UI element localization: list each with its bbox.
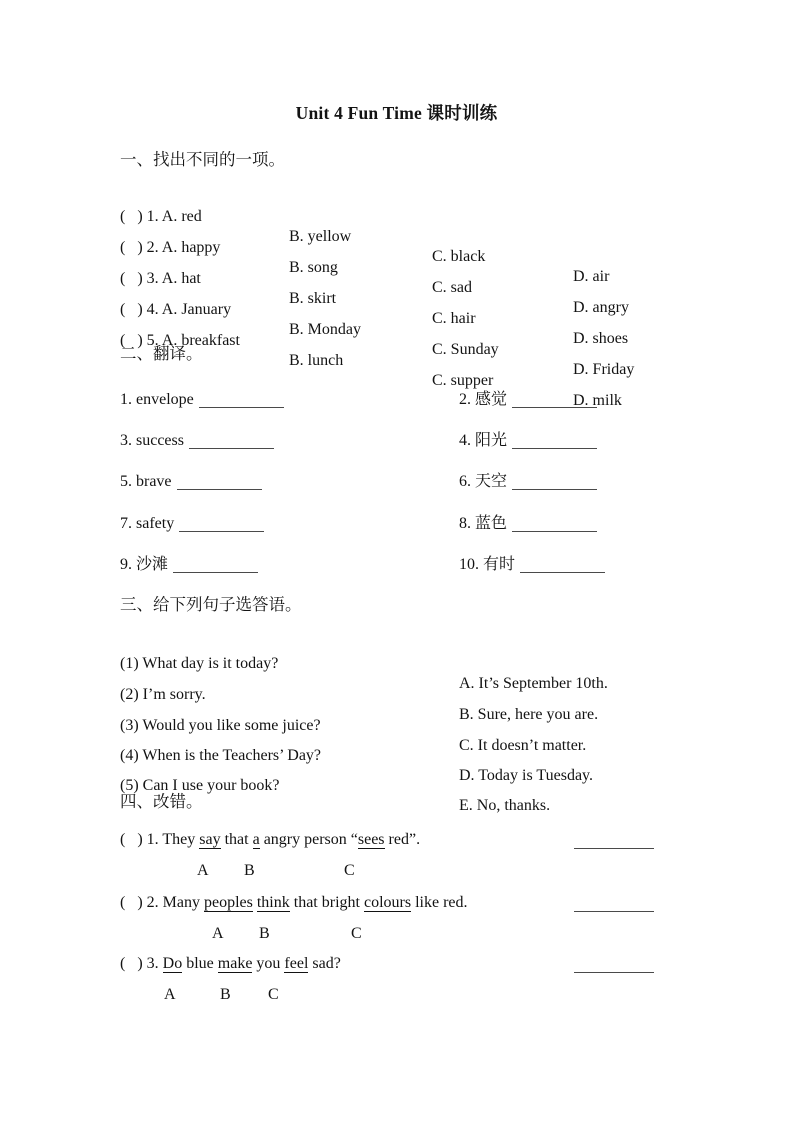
sentence-text: ( ) 3. bbox=[120, 955, 163, 972]
translate-item bbox=[459, 390, 597, 410]
letter-c: C bbox=[268, 986, 279, 1003]
match-answer: B. Sure, here you are. bbox=[459, 706, 599, 723]
answer-blank bbox=[512, 434, 597, 449]
sentence-text: like red. bbox=[411, 894, 468, 911]
translate-label: 7. safety bbox=[120, 515, 175, 532]
choice-d: D. Friday bbox=[573, 361, 635, 378]
match-question: (4) When is the Teachers’ Day? bbox=[120, 747, 322, 764]
translate-label: 3. success bbox=[120, 432, 184, 449]
letter-a: A bbox=[164, 986, 176, 1003]
section4-heading: 四、改错。 bbox=[120, 792, 203, 811]
answer-blank bbox=[173, 558, 258, 573]
answer-blank bbox=[512, 393, 597, 408]
underlined-word: a bbox=[252, 831, 260, 848]
translate-label: 9. 沙滩 bbox=[120, 556, 169, 573]
section1-heading: 一、找出不同的一项。 bbox=[120, 150, 285, 169]
underlined-word: think bbox=[256, 894, 290, 911]
translate-item bbox=[120, 472, 262, 492]
match-answer: C. It doesn’t matter. bbox=[459, 737, 587, 754]
choice-c: C. supper bbox=[432, 372, 494, 389]
underlined-word: peoples bbox=[203, 894, 253, 911]
match-question: (2) I’m sorry. bbox=[120, 686, 206, 703]
underlined-word: feel bbox=[284, 955, 309, 972]
choice-c: C. black bbox=[432, 248, 486, 265]
answer-blank bbox=[574, 831, 654, 849]
translate-label: 6. 天空 bbox=[459, 473, 508, 490]
sentence-text: that bbox=[220, 831, 253, 848]
answer-blank bbox=[177, 475, 262, 490]
sentence-text: blue bbox=[182, 955, 218, 972]
underlined-word: Do bbox=[162, 955, 183, 972]
answer-blank bbox=[520, 558, 605, 573]
letter-c: C bbox=[344, 862, 355, 879]
answer-blank bbox=[512, 517, 597, 532]
sentence-text: angry person “ bbox=[259, 831, 358, 848]
sentence-text: ( ) 1. They bbox=[120, 831, 200, 848]
section2-heading: 二、翻译。 bbox=[120, 344, 203, 363]
correction-sentence bbox=[120, 954, 341, 974]
translate-item bbox=[459, 514, 597, 534]
letter-c: C bbox=[351, 925, 362, 942]
choice-a: ( ) 5. A. breakfast bbox=[120, 332, 240, 349]
answer-blank bbox=[574, 955, 654, 973]
underlined-word: sees bbox=[357, 831, 385, 848]
section3-heading: 三、给下列句子选答语。 bbox=[120, 595, 302, 614]
sentence-text: that bright bbox=[289, 894, 364, 911]
answer-blank bbox=[574, 894, 654, 912]
match-answer: A. It’s September 10th. bbox=[459, 675, 608, 692]
underlined-word: say bbox=[199, 831, 221, 848]
translate-item bbox=[459, 431, 597, 451]
correction-sentence bbox=[120, 830, 420, 850]
choice-c: C. hair bbox=[432, 310, 476, 327]
choice-d: D. milk bbox=[573, 392, 622, 409]
choice-c: C. Sunday bbox=[432, 341, 499, 358]
choice-a: ( ) 3. A. hat bbox=[120, 270, 201, 287]
choice-b: B. skirt bbox=[289, 290, 337, 307]
letter-b: B bbox=[244, 862, 255, 879]
choice-a: ( ) 1. A. red bbox=[120, 208, 202, 225]
translate-item bbox=[120, 390, 284, 410]
letter-b: B bbox=[259, 925, 270, 942]
translate-item bbox=[459, 472, 597, 492]
correction-letters bbox=[0, 985, 793, 1005]
answer-blank bbox=[189, 434, 274, 449]
letter-a: A bbox=[212, 925, 224, 942]
translate-label: 1. envelope bbox=[120, 391, 194, 408]
choice-b: B. lunch bbox=[289, 352, 344, 369]
translate-item bbox=[120, 555, 258, 575]
choice-c: C. sad bbox=[432, 279, 472, 296]
underlined-word: colours bbox=[363, 894, 412, 911]
sentence-text: ( ) 2. Many bbox=[120, 894, 204, 911]
choice-d: D. air bbox=[573, 268, 610, 285]
translate-label: 5. brave bbox=[120, 473, 172, 490]
choice-b: B. song bbox=[289, 259, 338, 276]
translate-label: 2. 感觉 bbox=[459, 391, 508, 408]
translate-item bbox=[120, 431, 274, 451]
choice-b: B. Monday bbox=[289, 321, 361, 338]
choice-a: ( ) 4. A. January bbox=[120, 301, 232, 318]
match-answer: D. Today is Tuesday. bbox=[459, 767, 594, 784]
sentence-text: you bbox=[252, 955, 285, 972]
choice-b: B. yellow bbox=[289, 228, 352, 245]
choice-d: D. angry bbox=[573, 299, 629, 316]
match-question: (1) What day is it today? bbox=[120, 655, 279, 672]
choice-row bbox=[120, 311, 793, 431]
translate-label: 4. 阳光 bbox=[459, 432, 508, 449]
match-row bbox=[120, 756, 793, 836]
page-title: Unit 4 Fun Time 课时训练 bbox=[295, 103, 498, 123]
match-question: (3) Would you like some juice? bbox=[120, 717, 321, 734]
translate-item bbox=[120, 514, 264, 534]
translate-label: 10. 有时 bbox=[459, 556, 516, 573]
answer-blank bbox=[512, 475, 597, 490]
choice-a: ( ) 2. A. happy bbox=[120, 239, 221, 256]
correction-sentence bbox=[120, 893, 468, 913]
correction-letters bbox=[0, 924, 793, 944]
answer-blank bbox=[199, 393, 284, 408]
match-question: (5) Can I use your book? bbox=[120, 777, 280, 794]
correction-letters bbox=[0, 861, 793, 881]
letter-b: B bbox=[220, 986, 231, 1003]
translate-item bbox=[459, 555, 605, 575]
sentence-text: sad? bbox=[308, 955, 341, 972]
choice-d: D. shoes bbox=[573, 330, 629, 347]
sentence-text: red”. bbox=[384, 831, 421, 848]
translate-label: 8. 蓝色 bbox=[459, 515, 508, 532]
letter-a: A bbox=[197, 862, 209, 879]
answer-blank bbox=[179, 517, 264, 532]
match-answer: E. No, thanks. bbox=[459, 797, 551, 814]
underlined-word: make bbox=[217, 955, 253, 972]
